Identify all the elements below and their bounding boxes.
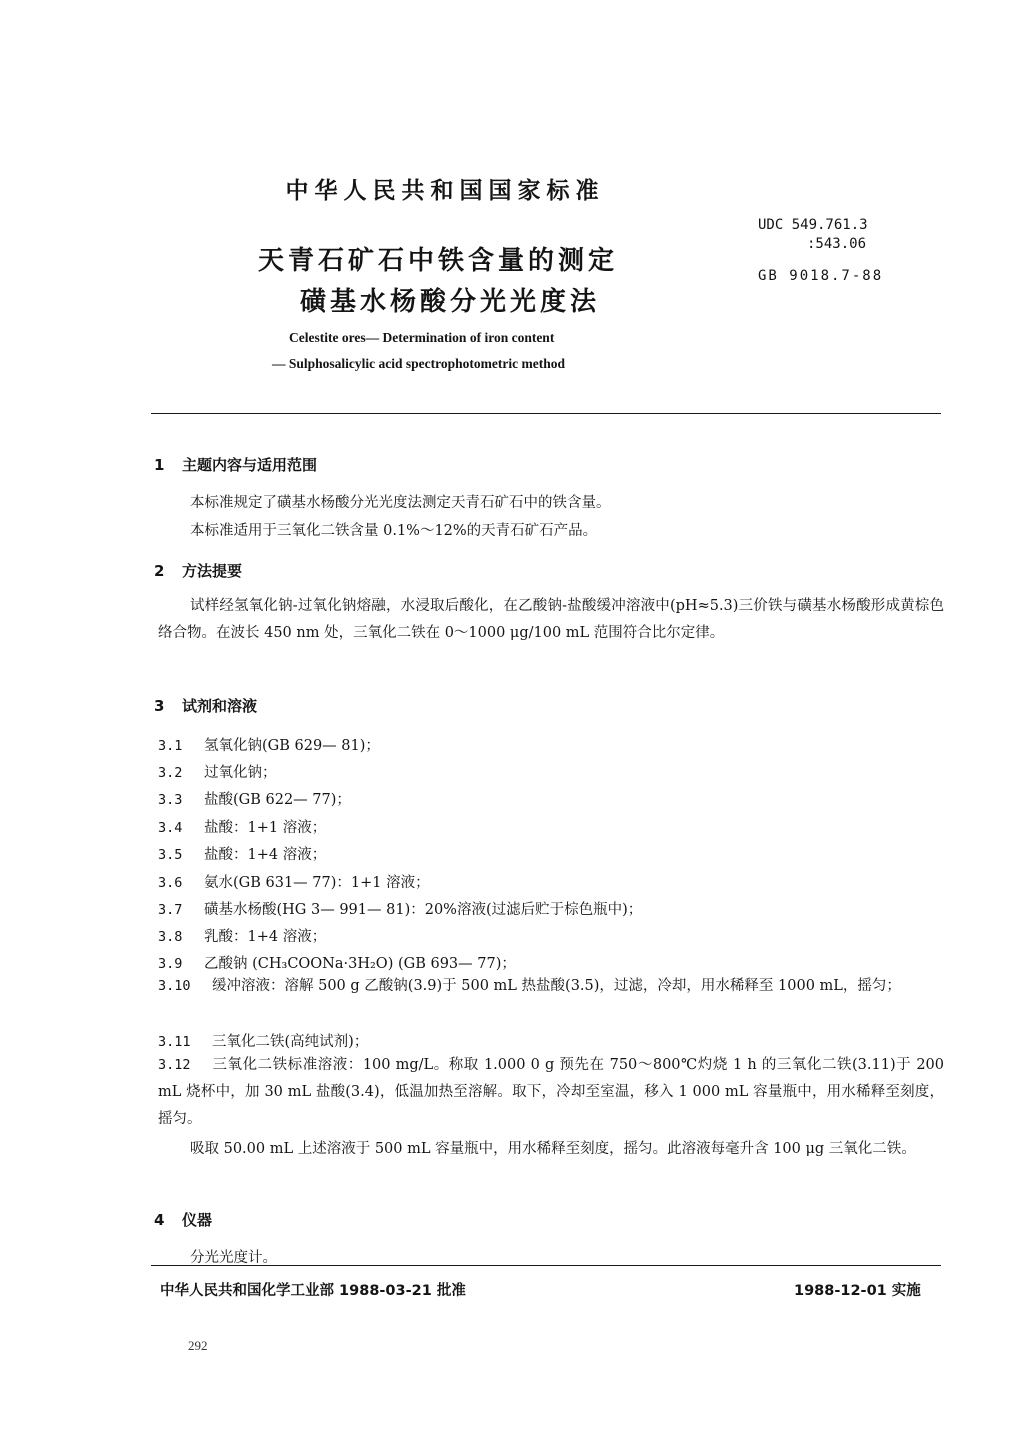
- list-item: 3.1 氢氧化钠(GB 629— 81)；: [158, 738, 380, 754]
- english-title-line2: — Sulphosalicylic acid spectrophotometric method: [272, 356, 565, 371]
- document-title-line1: 天青石矿石中铁含量的测定: [258, 246, 619, 276]
- section-1-paragraph-1: 本标准规定了磺基水杨酸分光光度法测定天青石矿石中的铁含量。: [190, 495, 611, 511]
- list-item: 3.7 磺基水杨酸(HG 3— 991— 81)：20%溶液(过滤后贮于棕色瓶中)；: [158, 902, 643, 918]
- list-item: 3.4 盐酸：1+1 溶液；: [158, 820, 327, 836]
- header-divider: [151, 413, 941, 414]
- list-item: 3.5 盐酸：1+4 溶液；: [158, 847, 327, 863]
- list-item: 3.6 氨水(GB 631— 77)：1+1 溶液；: [158, 875, 430, 891]
- approval-date: 中华人民共和国化学工业部 1988-03-21 批准: [160, 1283, 466, 1299]
- section-title: 仪器: [182, 1211, 213, 1229]
- section-2-paragraph: 试样经氢氧化钠-过氧化钠熔融，水浸取后酸化，在乙酸钠-盐酸缓冲溶液中(pH≈5.3)三价铁与磺基水杨酸形成黄棕色络合物。在波长 450 nm 处，三氧化二铁在 0～1000 μg/100 mL 范围符合比尔定律。: [158, 598, 944, 641]
- footer-divider: [151, 1265, 941, 1266]
- section-title: 主题内容与适用范围: [182, 456, 318, 474]
- english-title-line1: Celestite ores— Determination of iron content: [289, 330, 555, 345]
- list-item: 3.3 盐酸(GB 622— 77)；: [158, 792, 351, 808]
- section-number: 2: [154, 562, 165, 580]
- list-item-3-10: 3.10 缓冲溶液：溶解 500 g 乙酸钠(3.9)于 500 mL 热盐酸(3.5)，过滤，冷却，用水稀释至 1000 mL，摇匀；: [158, 978, 901, 994]
- list-item: 3.8 乳酸：1+4 溶液；: [158, 929, 327, 945]
- section-2-heading: [154, 560, 242, 581]
- list-item-3-11: 3.11 三氧化二铁(高纯试剂)；: [158, 1034, 369, 1050]
- section-title: 方法提要: [182, 562, 243, 580]
- section-number: 3: [154, 697, 165, 715]
- section-3-heading: [154, 695, 257, 716]
- section-number: 1: [154, 456, 165, 474]
- list-item-3-12-continued: 吸取 50.00 mL 上述溶液于 500 mL 容量瓶中，用水稀释至刻度，摇匀。此溶液每毫升含 100 μg 三氧化二铁。: [190, 1141, 916, 1157]
- list-item: 3.9 乙酸钠 (CH₃COONa·3H₂O) (GB 693— 77)；: [158, 956, 516, 972]
- list-item: 3.2 过氧化钠；: [158, 765, 277, 781]
- section-title: 试剂和溶液: [182, 697, 258, 715]
- document-title-line2: 磺基水杨酸分光光度法: [300, 287, 601, 317]
- section-number: 4: [154, 1211, 165, 1229]
- section-1-paragraph-2: 本标准适用于三氧化二铁含量 0.1%～12%的天青石矿石产品。: [190, 523, 598, 539]
- section-4-paragraph: 分光光度计。: [190, 1250, 277, 1266]
- standard-header: 中华人民共和国国家标准: [285, 178, 605, 204]
- list-item-3-12: 3.12 三氧化二铁标准溶液：100 mg/L。称取 1.000 0 g 预先在 750～800℃灼烧 1 h 的三氧化二铁(3.11)于 200 mL 烧杯中，加 30 mL 盐酸(3.4)，低温加热至溶解。取下，冷却至室温，移入 1 000 mL 容量瓶中，用水稀释至刻度，摇匀。: [158, 1057, 944, 1127]
- section-1-heading: [154, 454, 317, 475]
- udc-code-sub: :543.06: [807, 236, 867, 252]
- standard-number: GB 9018.7-88: [758, 268, 884, 284]
- page-number: 292: [188, 1338, 208, 1353]
- effective-date: 1988-12-01 实施: [794, 1283, 921, 1299]
- section-4-heading: [154, 1209, 212, 1230]
- udc-code: UDC 549.761.3: [758, 217, 868, 233]
